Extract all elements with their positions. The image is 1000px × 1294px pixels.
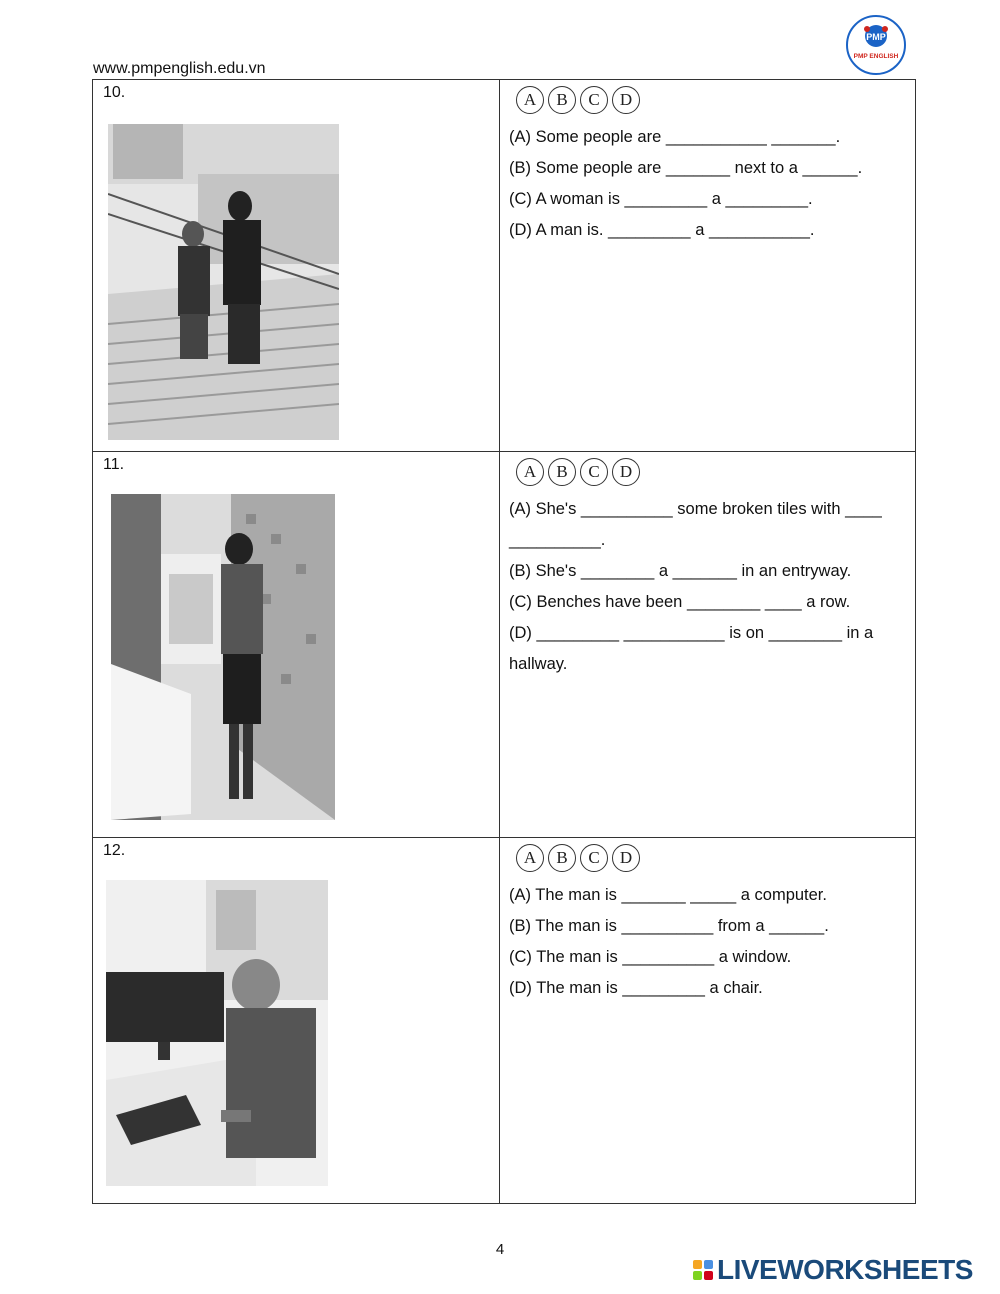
question-number: 10.: [103, 84, 126, 101]
answer-bubble-c[interactable]: C: [580, 86, 608, 114]
question-number: 11.: [103, 456, 125, 473]
question-number: 12.: [103, 842, 126, 859]
answer-bubble-b[interactable]: B: [548, 844, 576, 872]
svg-text:PMP: PMP: [866, 32, 886, 42]
site-url: www.pmpenglish.edu.vn: [93, 60, 266, 77]
stairs-photo: [108, 124, 339, 440]
answer-bubble-d[interactable]: D: [612, 86, 640, 114]
question-options-cell: [500, 838, 916, 1204]
option-list: [509, 494, 905, 680]
option-a: (A) Some people are ___________ _______.: [509, 128, 841, 146]
question-row-10: [93, 80, 916, 452]
question-options-cell: [500, 452, 916, 838]
answer-bubble-a[interactable]: A: [516, 844, 544, 872]
answer-bubbles: [516, 86, 915, 114]
question-row-12: [93, 838, 916, 1204]
question-image-cell: [93, 80, 500, 452]
answer-bubble-a[interactable]: A: [516, 458, 544, 486]
option-b: (B) The man is __________ from a ______.: [509, 917, 829, 935]
answer-bubble-d[interactable]: D: [612, 458, 640, 486]
computer-photo: [106, 880, 328, 1186]
answer-bubble-b[interactable]: B: [548, 86, 576, 114]
hallway-photo: [111, 494, 335, 820]
answer-bubble-c[interactable]: C: [580, 458, 608, 486]
option-b: (B) Some people are _______ next to a ______.: [509, 159, 863, 177]
question-image-cell: [93, 838, 500, 1204]
answer-bubbles: [516, 458, 915, 486]
svg-text:PMP ENGLISH: PMP ENGLISH: [853, 53, 899, 60]
answer-bubble-b[interactable]: B: [548, 458, 576, 486]
option-c: (C) The man is __________ a window.: [509, 948, 792, 966]
option-list: [509, 880, 905, 1004]
question-image-cell: [93, 452, 500, 838]
option-list: [509, 122, 905, 246]
question-row-11: [93, 452, 916, 838]
answer-bubbles: [516, 844, 915, 872]
answer-bubble-c[interactable]: C: [580, 844, 608, 872]
option-d: (D) A man is. _________ a ___________.: [509, 221, 815, 239]
option-a: (A) The man is _______ _____ a computer.: [509, 886, 827, 904]
option-c: (C) Benches have been ________ ____ a row.: [509, 593, 851, 611]
answer-bubble-a[interactable]: A: [516, 86, 544, 114]
option-b: (B) She's ________ a _______ in an entryway.: [509, 562, 852, 580]
option-c: (C) A woman is _________ a _________.: [509, 190, 813, 208]
liveworksheets-icon: [693, 1260, 713, 1280]
liveworksheets-brand: [693, 1254, 973, 1286]
worksheet-table: [92, 79, 916, 1204]
option-d: (D) The man is _________ a chair.: [509, 979, 763, 997]
page-number: 4: [495, 1241, 505, 1258]
pmp-english-logo: [845, 14, 907, 76]
liveworksheets-wordmark: LIVEWORKSHEETS: [717, 1254, 973, 1285]
answer-bubble-d[interactable]: D: [612, 844, 640, 872]
option-d: (D) _________ ___________ is on ________ in a hallway.: [509, 624, 874, 673]
option-a: (A) She's __________ some broken tiles with ____ __________.: [509, 500, 882, 549]
question-options-cell: [500, 80, 916, 452]
